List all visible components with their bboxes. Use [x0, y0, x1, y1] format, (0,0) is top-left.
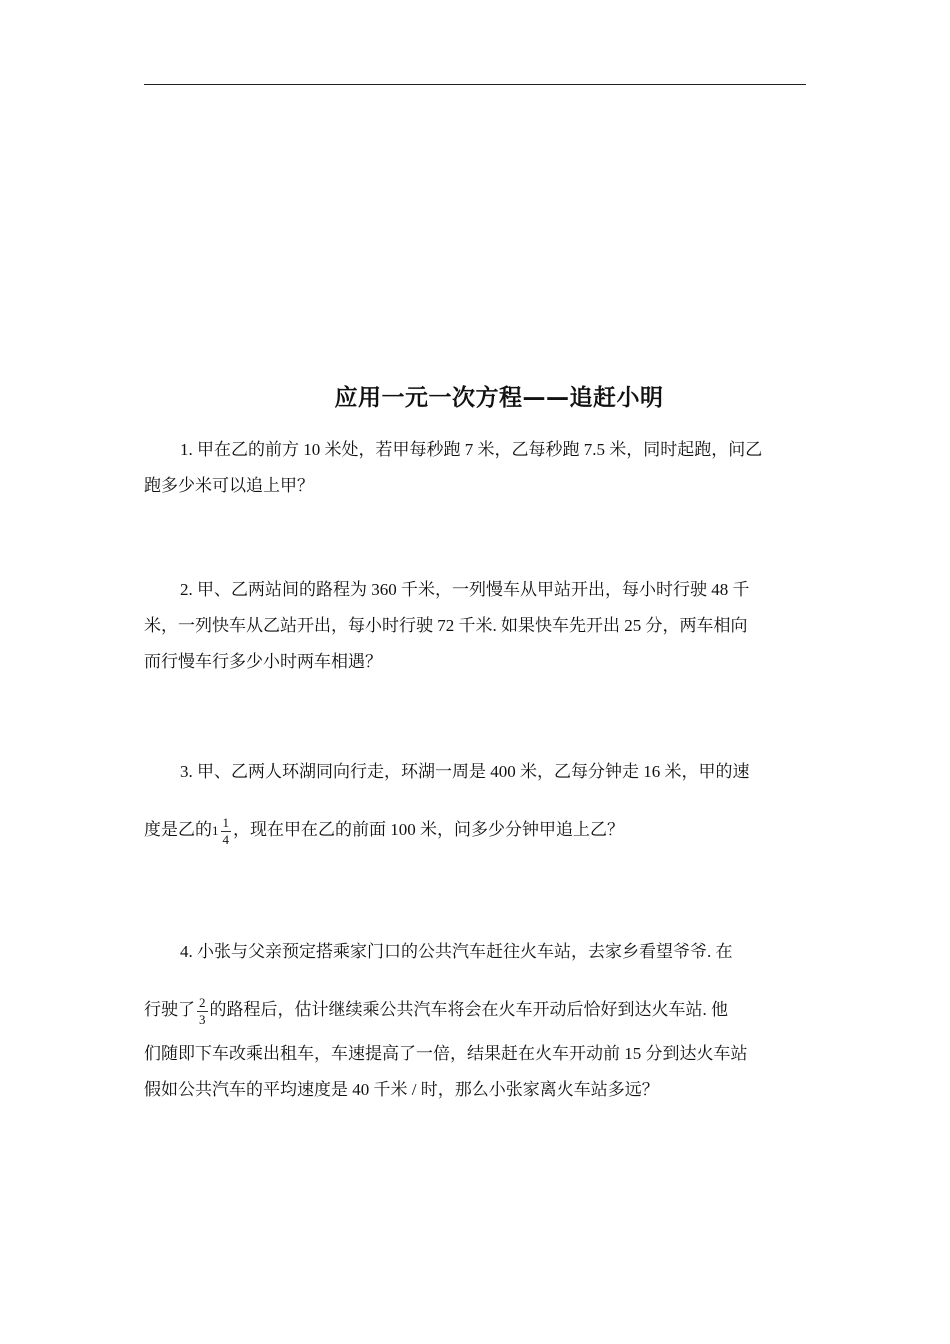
problem-1-line-2: 跑多少米可以追上甲？ — [144, 476, 314, 495]
fraction-two-thirds — [197, 995, 208, 1028]
fraction-denominator: 3 — [199, 1011, 206, 1027]
problem-3 — [144, 754, 806, 849]
problem-3-line-2-prefix: 度是乙的 — [144, 820, 212, 839]
problem-1-line-1: 1. 甲在乙的前方 10 米处，若甲每秒跑 7 米，乙每秒跑 7.5 米，同时起跑，问乙 — [180, 440, 763, 459]
header-rule — [144, 84, 806, 85]
problem-2 — [144, 572, 806, 680]
fraction-numerator: 2 — [199, 994, 206, 1010]
page-title: 应用一元一次方程——追赶小明 — [334, 385, 664, 411]
fraction-denominator: 4 — [222, 831, 229, 847]
problem-4-line-3: 们随即下车改乘出租车，车速提高了一倍，结果赶在火车开动前 15 分到达火车站 — [144, 1044, 748, 1063]
problem-3-line-2-suffix: ，现在甲在乙的前面 100 米，问多少分钟甲追上乙？ — [233, 820, 624, 839]
problem-3-line-2 — [144, 812, 806, 849]
problem-4 — [144, 934, 806, 1108]
fraction-numerator: 1 — [222, 814, 229, 830]
problem-2-line-1: 2. 甲、乙两站间的路程为 360 千米，一列慢车从甲站开出，每小时行驶 48 千 — [180, 580, 750, 599]
mixed-number-whole: 1 — [212, 823, 219, 839]
problem-3-line-1: 3. 甲、乙两人环湖同向行走，环湖一周是 400 米，乙每分钟走 16 米，甲的速 — [180, 762, 750, 781]
problem-4-line-2 — [144, 992, 806, 1028]
problem-4-line-2-suffix: 的路程后，估计继续乘公共汽车将会在火车开动后恰好到达火车站. 他 — [209, 1000, 728, 1019]
problem-4-line-4: 假如公共汽车的平均速度是 40 千米 / 时，那么小张家离火车站多远？ — [144, 1080, 659, 1099]
problem-4-line-2-prefix: 行驶了 — [144, 1000, 195, 1019]
problem-2-line-2: 米，一列快车从乙站开出，每小时行驶 72 千米. 如果快车先开出 25 分，两车相向 — [144, 616, 748, 635]
problem-2-line-3: 而行慢车行多少小时两车相遇？ — [144, 652, 382, 671]
problem-1 — [144, 432, 806, 504]
problem-4-line-1: 4. 小张与父亲预定搭乘家门口的公共汽车赶往火车站，去家乡看望爷爷. 在 — [180, 942, 733, 961]
fraction-one-quarter — [221, 815, 232, 848]
